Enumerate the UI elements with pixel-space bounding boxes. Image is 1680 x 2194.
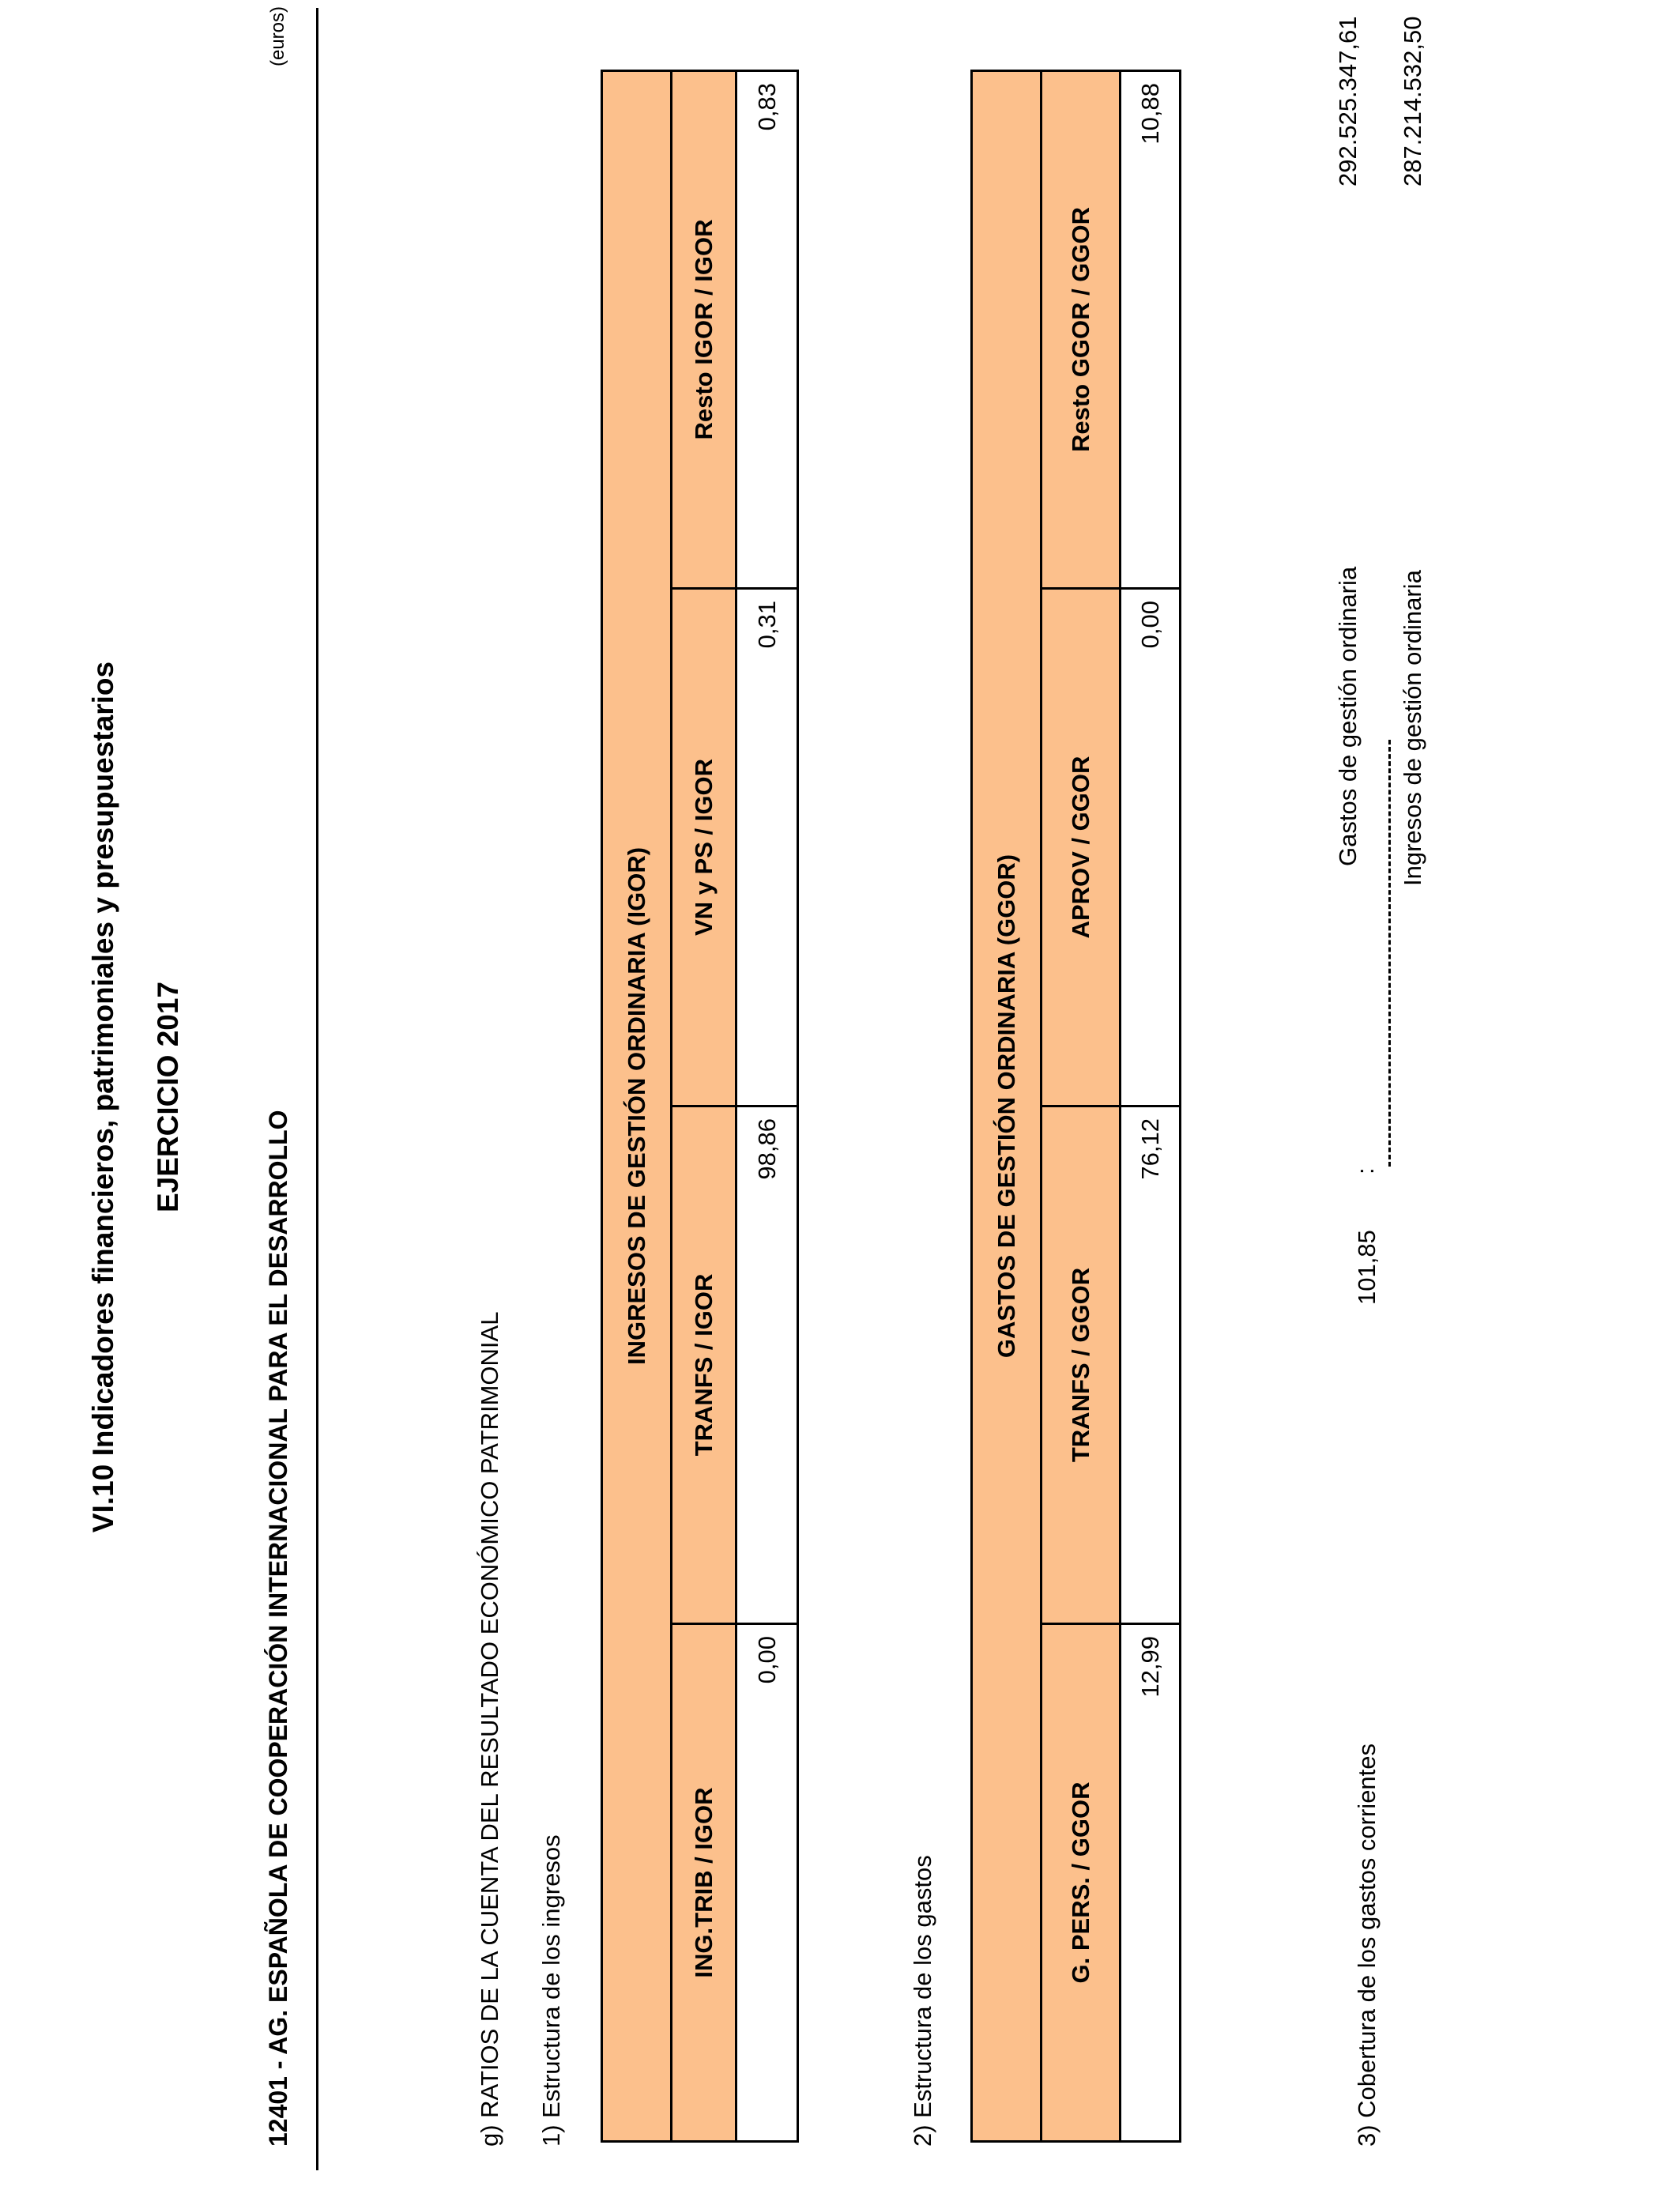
income-value-tranfs: 98,86 [736,1106,798,1624]
coverage-label: 3) Cobertura de los gastos corrientes [1353,1743,1381,2147]
income-structure-table [601,70,799,2143]
expenses-group-header: GASTOS DE GESTIÓN ORDINARIA (GGOR) [972,70,1042,2141]
report-title: VI.10 Indicadores financieros, patrimoniales y presupuestarios [87,661,119,1533]
income-col-ing-trib: ING.TRIB / IGOR [672,1624,736,2142]
coverage-denominator-label: Ingresos de gestión ordinaria [1399,570,1426,886]
expenses-structure-table [970,70,1181,2143]
entity-name: 12401 - AG. ESPAÑOLA DE COOPERACIÓN INTERNACIONAL PARA EL DESARROLLO [264,1110,292,2147]
exercise-year: EJERCICIO 2017 [152,981,184,1213]
expenses-col-g-pers: G. PERS. / GGOR [1042,1624,1121,2142]
header-divider [316,8,318,2170]
coverage-numerator-label: Gastos de gestión ordinaria [1334,566,1362,866]
fraction-line [1388,740,1391,1167]
coverage-value: 101,85 [1353,1230,1381,1305]
expenses-value-tranfs: 76,12 [1121,1106,1181,1624]
expenses-col-resto: Resto GGOR / GGOR [1042,70,1121,588]
income-col-tranfs: TRANFS / IGOR [672,1106,736,1624]
currency-note: (euros) [267,6,288,66]
income-section-label: 1) Estructura de los ingresos [537,1834,565,2147]
income-value-resto: 0,83 [736,71,798,589]
expenses-value-resto: 10,88 [1121,70,1181,588]
coverage-denominator-value: 287.214.532,50 [1399,16,1426,187]
expenses-col-aprov: APROV / GGOR [1042,589,1121,1106]
coverage-separator: : [1351,1167,1379,1174]
income-group-header: INGRESOS DE GESTIÓN ORDINARIA (IGOR) [602,71,672,2142]
coverage-numerator-value: 292.525.347,61 [1334,16,1362,187]
income-value-vn-ps: 0,31 [736,589,798,1106]
income-col-vn-ps: VN y PS / IGOR [672,589,736,1106]
expenses-value-g-pers: 12,99 [1121,1624,1181,2142]
expenses-section-label: 2) Estructura de los gastos [909,1855,936,2147]
expenses-col-tranfs: TRANFS / GGOR [1042,1106,1121,1624]
income-value-ing-trib: 0,00 [736,1624,798,2142]
section-label: g) RATIOS DE LA CUENTA DEL RESULTADO ECONÓMICO PATRIMONIAL [476,1311,503,2147]
income-col-resto: Resto IGOR / IGOR [672,71,736,589]
expenses-value-aprov: 0,00 [1121,589,1181,1106]
